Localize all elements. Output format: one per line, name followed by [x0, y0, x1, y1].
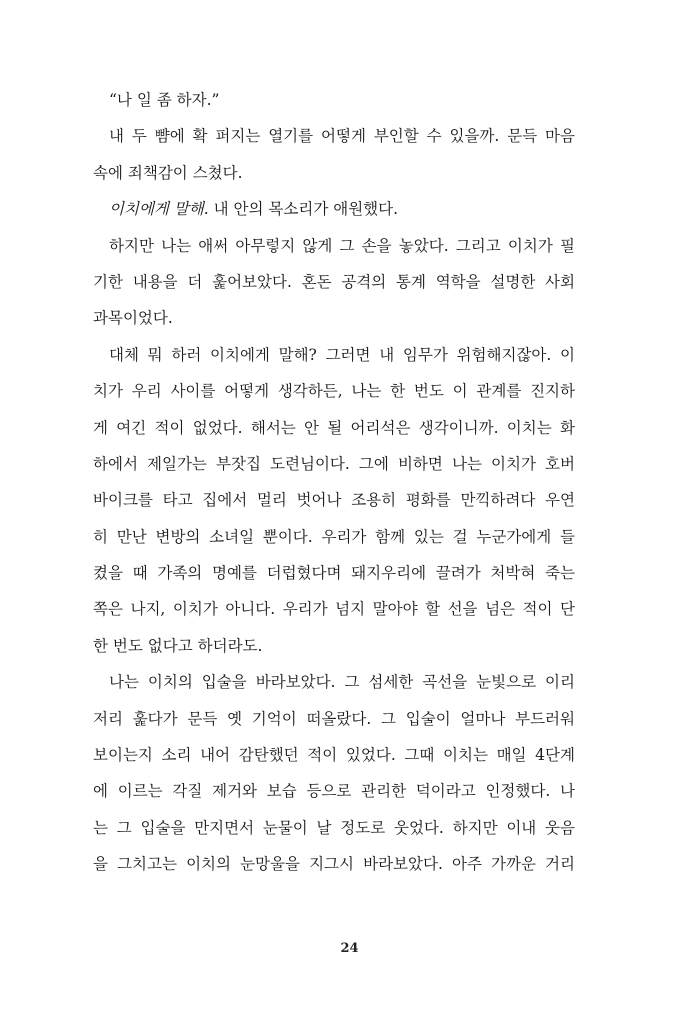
text-line: 에 이르는 각질 제거와 보습 등으로 관리한 덕이라고 인정했다. 나	[93, 782, 575, 801]
text-line: 게 여긴 적이 없었다. 해서는 안 될 어리석은 생각이니까. 이치는 화	[93, 418, 575, 437]
text-line: 한 번도 없다고 하더라도.	[93, 636, 263, 655]
text-line: 과목이었다.	[93, 309, 173, 328]
text-line: 저리 훑다가 문득 옛 기억이 떠올랐다. 그 입술이 얼마나 부드러워	[93, 709, 575, 728]
text-line: 는 그 입술을 만지면서 눈물이 날 정도로 웃었다. 하지만 이내 웃음	[93, 818, 575, 837]
text-line: 이치에게 말해. 내 안의 목소리가 애원했다.	[109, 200, 399, 219]
text-line: 히 만난 변방의 소녀일 뿐이다. 우리가 함께 있는 걸 누군가에게 들	[93, 527, 575, 546]
text-line: 나는 이치의 입술을 바라보았다. 그 섬세한 곡선을 눈빛으로 이리	[109, 673, 575, 692]
text-line: 속에 죄책감이 스쳤다.	[93, 163, 243, 182]
text-line: 쪽은 나지, 이치가 아니다. 우리가 넘지 말아야 할 선을 넘은 적이 단	[93, 600, 575, 619]
text-line: 하에서 제일가는 부잣집 도련님이다. 그에 비하면 나는 이치가 호버	[93, 454, 575, 473]
text-line: “나 일 좀 하자.”	[109, 91, 220, 109]
text-line: 보이는지 소리 내어 감탄했던 적이 있었다. 그때 이치는 매일 4단계	[93, 746, 575, 765]
text-line: 바이크를 타고 집에서 멀리 벗어나 조용히 평화를 만끽하려다 우연	[93, 491, 575, 510]
text-line: 치가 우리 사이를 어떻게 생각하든, 나는 한 번도 이 관계를 진지하	[93, 382, 575, 401]
text-line: 대체 뭐 하러 이치에게 말해? 그러면 내 임무가 위험해지잖아. 이	[109, 345, 575, 364]
text-line: 하지만 나는 애써 아무렇지 않게 그 손을 놓았다. 그리고 이치가 필	[109, 236, 575, 255]
text-line: 내 두 뺨에 확 퍼지는 열기를 어떻게 부인할 수 있을까. 문득 마음	[109, 127, 575, 146]
text-line: 켰을 때 가족의 명예를 더럽혔다며 돼지우리에 끌려가 처박혀 죽는	[93, 564, 575, 583]
text-line: 을 그치고는 이치의 눈망울을 지그시 바라보았다. 아주 가까운 거리	[93, 855, 575, 874]
body-text	[93, 82, 575, 883]
italic-phrase: 이치에게 말해.	[109, 200, 209, 219]
page-number: 24	[340, 941, 359, 956]
text-line: 기한 내용을 더 훑어보았다. 혼돈 공격의 통계 역학을 설명한 사회	[93, 272, 575, 291]
